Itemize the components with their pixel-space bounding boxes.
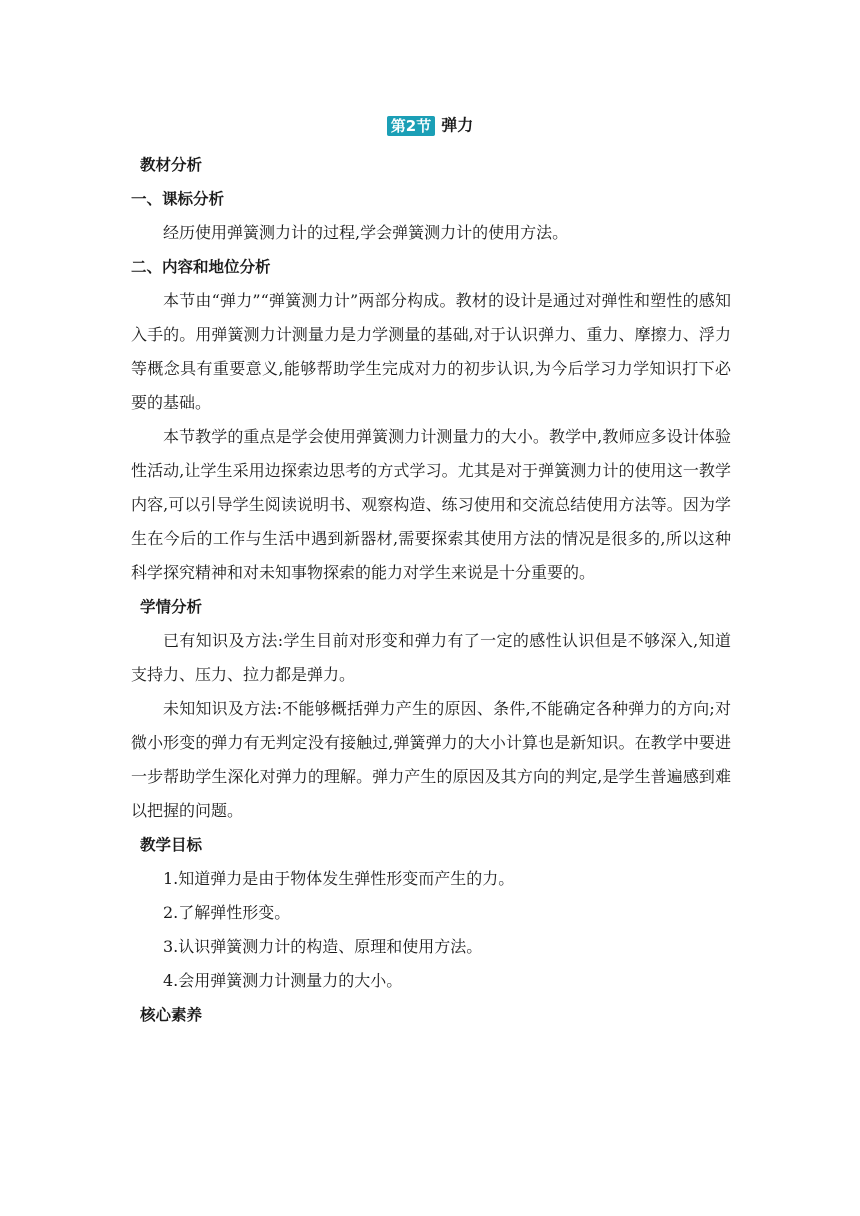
paragraph-known-knowledge: 已有知识及方法:学生目前对形变和弹力有了一定的感性认识但是不够深入,知道支持力、压力、拉力都是弹力。 (131, 631, 731, 684)
section-title-row (0, 113, 860, 138)
document-body (131, 148, 731, 1032)
heading-content-position: 二、内容和地位分析 (131, 258, 271, 276)
goal-item: 4.会用弹簧测力计测量力的大小。 (163, 971, 403, 990)
paragraph-unknown-knowledge: 未知知识及方法:不能够概括弹力产生的原因、条件,不能确定各种弹力的方向;对微小形变的弹力有无判定没有接触过,弹簧弹力的大小计算也是新知识。在教学中要进一步帮助学生深化对弹力的理解。弹力产生的原因及其方向的判定,是学生普遍感到难以把握的问题。 (131, 699, 731, 820)
heading-student-analysis: 学情分析 (140, 598, 203, 616)
heading-teaching-goals: 教学目标 (140, 836, 203, 854)
goal-item: 1.知道弹力是由于物体发生弹性形变而产生的力。 (163, 869, 515, 888)
paragraph-curriculum: 经历使用弹簧测力计的过程,学会弹簧测力计的使用方法。 (163, 223, 569, 242)
paragraph-content-1: 本节由“弹力”“弹簧测力计”两部分构成。教材的设计是通过对弹性和塑性的感知入手的。用弹簧测力计测量力是力学测量的基础,对于认识弹力、重力、摩擦力、浮力等概念具有重要意义,能够帮助学生完成对力的初步认识,为今后学习力学知识打下必要的基础。 (131, 291, 731, 412)
heading-curriculum-analysis: 一、课标分析 (131, 190, 225, 208)
goal-item: 3.认识弹簧测力计的构造、原理和使用方法。 (163, 937, 483, 956)
heading-core-literacy: 核心素养 (140, 1006, 203, 1024)
heading-textbook-analysis: 教材分析 (140, 156, 203, 174)
section-number-badge: 第2节 (387, 116, 435, 136)
section-title: 弹力 (441, 115, 474, 135)
goal-item: 2.了解弹性形变。 (163, 903, 291, 922)
paragraph-content-2: 本节教学的重点是学会使用弹簧测力计测量力的大小。教学中,教师应多设计体验性活动,让学生采用边探索边思考的方式学习。尤其是对于弹簧测力计的使用这一教学内容,可以引导学生阅读说明书、观察构造、练习使用和交流总结使用方法等。因为学生在今后的工作与生活中遇到新器材,需要探索其使用方法的情况是很多的,所以这种科学探究精神和对未知事物探索的能力对学生来说是十分重要的。 (131, 427, 731, 582)
